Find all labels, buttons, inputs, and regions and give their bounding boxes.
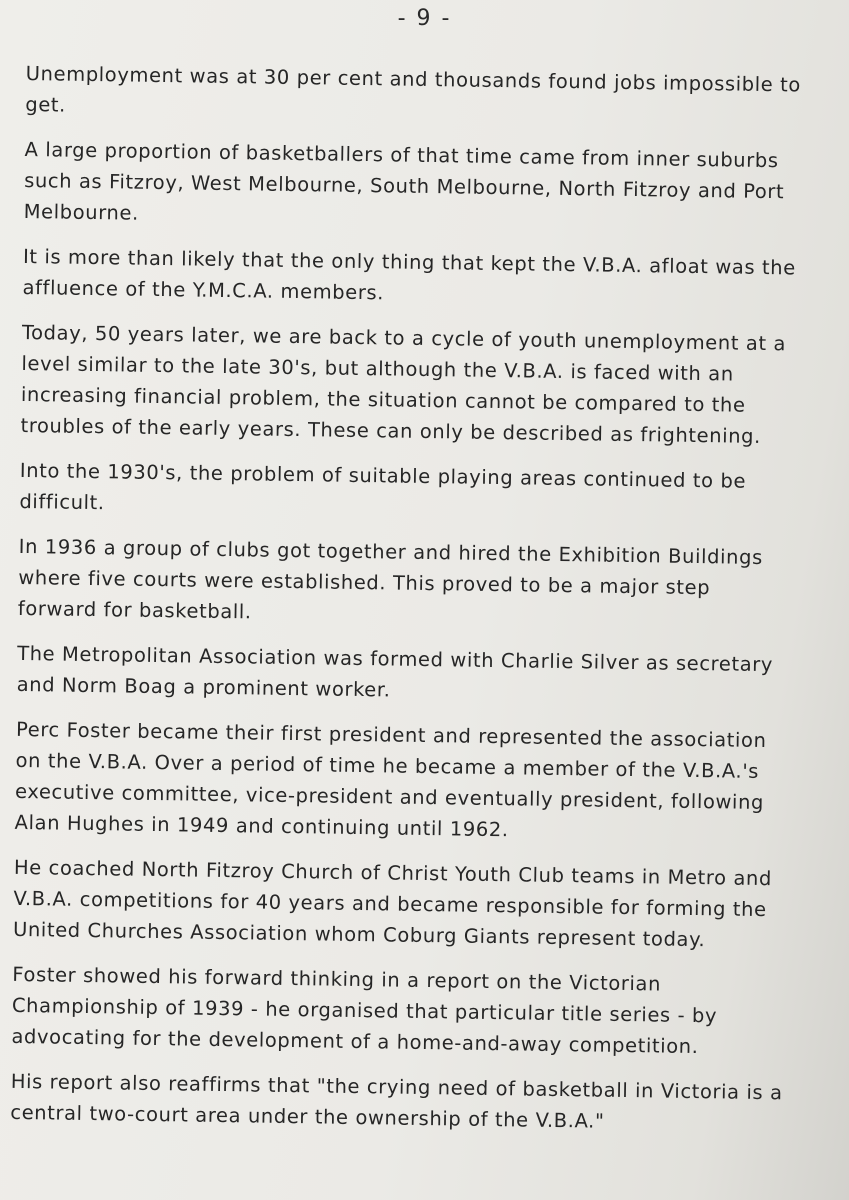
paragraph-exhibition-buildings: In 1936 a group of clubs got together and hired the Exhibition Buildings where five courts were established. This proved to be a major step forward for basketball. [17, 534, 763, 624]
paragraph-inner-suburbs: A large proportion of basketballers of that time came from inner suburbs such as Fitzroy, West Melbourne, South Melbourne, North Fitzroy and Port Melbourne. [23, 137, 785, 225]
paragraph-metropolitan-association: The Metropolitan Association was formed with Charlie Silver as secretary and Norm Boag a prominent worker. [16, 641, 774, 702]
paragraph-forward-thinking: Foster showed his forward thinking in a report on the Victorian Championship of 1939 - he organised that particular title series - by advocating for the development of a home-and-away competition. [11, 962, 718, 1059]
paragraph-today: Today, 50 years later, we are back to a cycle of youth unemployment at a level similar to the late 30's, but although the V.B.A. is faced with an increasing financial problem, the situation cannot be compared to the troubles of the early years. These can only be described as frightening. [20, 320, 787, 448]
paragraph-report-quote: His report also reaffirms that "the crying need of basketball in Victoria is a central two-court area under the ownership of the V.B.A." [10, 1069, 783, 1133]
paragraph-coached: He coached North Fitzroy Church of Christ Youth Club teams in Metro and V.B.A. competitions for 40 years and became responsible for forming the United Churches Association whom Coburg Giants represent today. [12, 855, 773, 952]
paragraph-playing-areas: Into the 1930's, the problem of suitable playing areas continued to be difficult. [19, 458, 747, 515]
document-body [10, 58, 802, 1153]
paragraph-unemployment: Unemployment was at 30 per cent and thousands found jobs impossible to get. [25, 61, 802, 117]
page-number: - 9 - [397, 6, 452, 31]
paragraph-vba-afloat: It is more than likely that the only thing that kept the V.B.A. afloat was the affluence of the Y.M.C.A. members. [22, 244, 796, 305]
paragraph-perc-foster: Perc Foster became their first president and represented the association on the V.B.A. Over a period of time he became a member of the V.B.A.'s executive committee, vice-president and eventually president, following Alan Hughes in 1949 and continuing until 1962. [14, 717, 767, 842]
